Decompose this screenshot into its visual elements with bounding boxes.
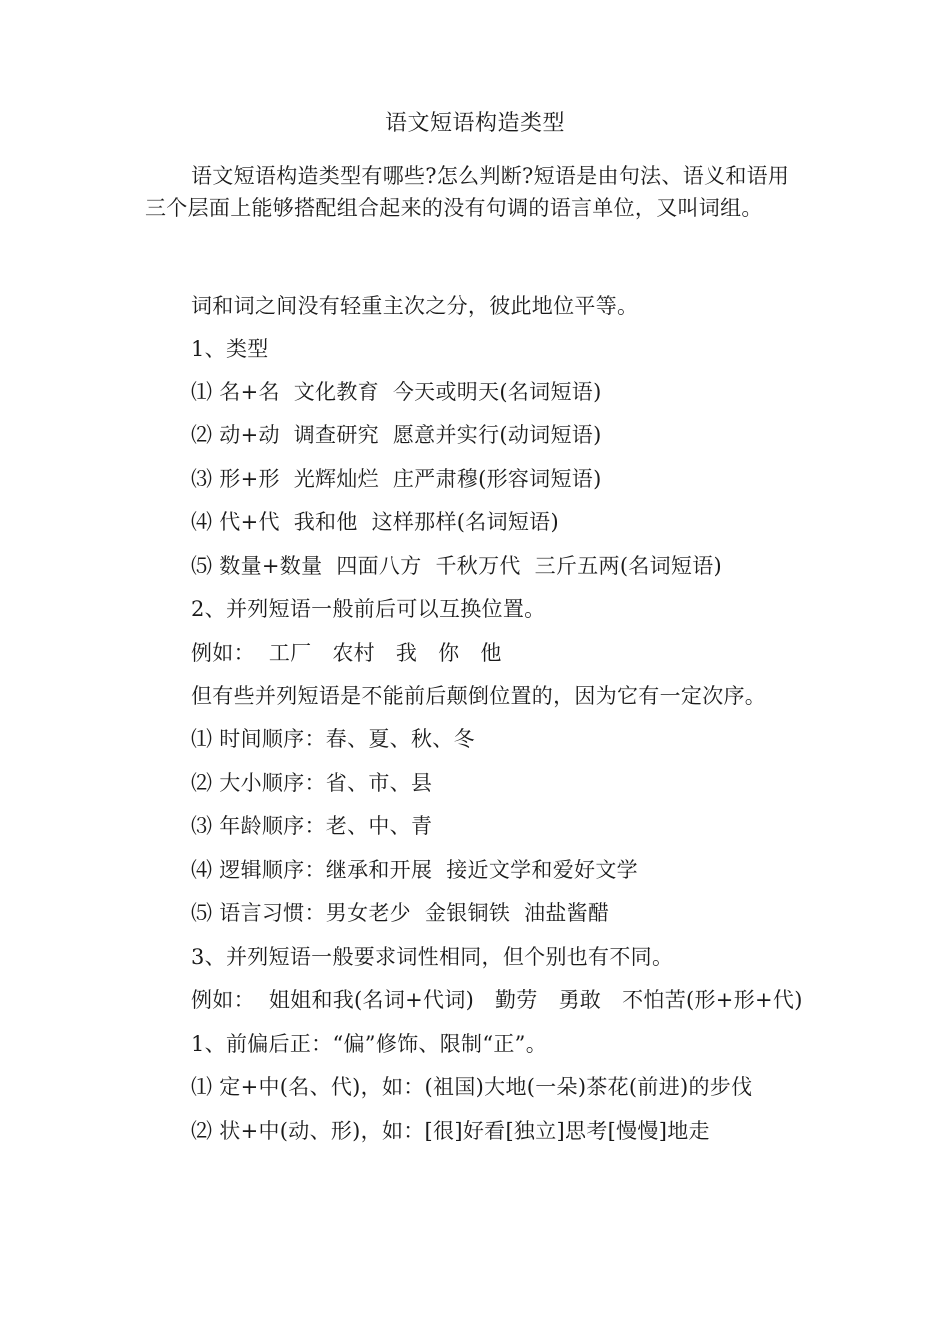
text-line: ⑴ 定+中(名、代)，如：(祖国)大地(一朵)茶花(前进)的步伐 <box>191 1075 753 1099</box>
text-line: 2、并列短语一般前后可以互换位置。 <box>191 597 546 621</box>
text-line: ⑶ 形+形 光辉灿烂 庄严肃穆(形容词短语) <box>191 467 602 491</box>
text-line: ⑸ 数量+数量 四面八方 千秋万代 三斤五两(名词短语) <box>191 554 723 578</box>
text-line: ⑸ 语言习惯：男女老少 金银铜铁 油盐酱醋 <box>191 901 610 925</box>
text-line: ⑷ 逻辑顺序：继承和开展 接近文学和爱好文学 <box>191 858 638 882</box>
text-line: 但有些并列短语是不能前后颠倒位置的，因为它有一定次序。 <box>191 684 767 708</box>
text-line: ⑷ 代+代 我和他 这样那样(名词短语) <box>191 510 559 534</box>
text-line: ⑵ 状+中(动、形)，如：[很]好看[独立]思考[慢慢]地走 <box>191 1119 710 1143</box>
text-line: 例如： 姐姐和我(名词+代词) 勤劳 勇敢 不怕苦(形+形+代) <box>191 988 803 1012</box>
text-line: ⑵ 大小顺序：省、市、县 <box>191 771 433 795</box>
text-line: ⑶ 年龄顺序：老、中、青 <box>191 814 433 838</box>
intro-paragraph: 语文短语构造类型有哪些?怎么判断?短语是由句法、语义和语用三个层面上能够搭配组合起来的没有句调的语言单位，又叫词组。 <box>145 164 790 220</box>
text-line: 例如： 工厂 农村 我 你 他 <box>191 641 502 665</box>
text-line: ⑵ 动+动 调查研究 愿意并实行(动词短语) <box>191 423 602 447</box>
text-line: 1、类型 <box>191 337 269 361</box>
text-line: ⑴ 时间顺序：春、夏、秋、冬 <box>191 727 475 751</box>
text-line: 3、并列短语一般要求词性相同，但个别也有不同。 <box>191 945 674 969</box>
text-line: 1、前偏后正：“偏”修饰、限制“正”。 <box>191 1032 548 1056</box>
text-line: ⑴ 名+名 文化教育 今天或明天(名词短语) <box>191 380 602 404</box>
text-line: 词和词之间没有轻重主次之分，彼此地位平等。 <box>191 294 639 318</box>
document-title: 语文短语构造类型 <box>384 111 565 136</box>
